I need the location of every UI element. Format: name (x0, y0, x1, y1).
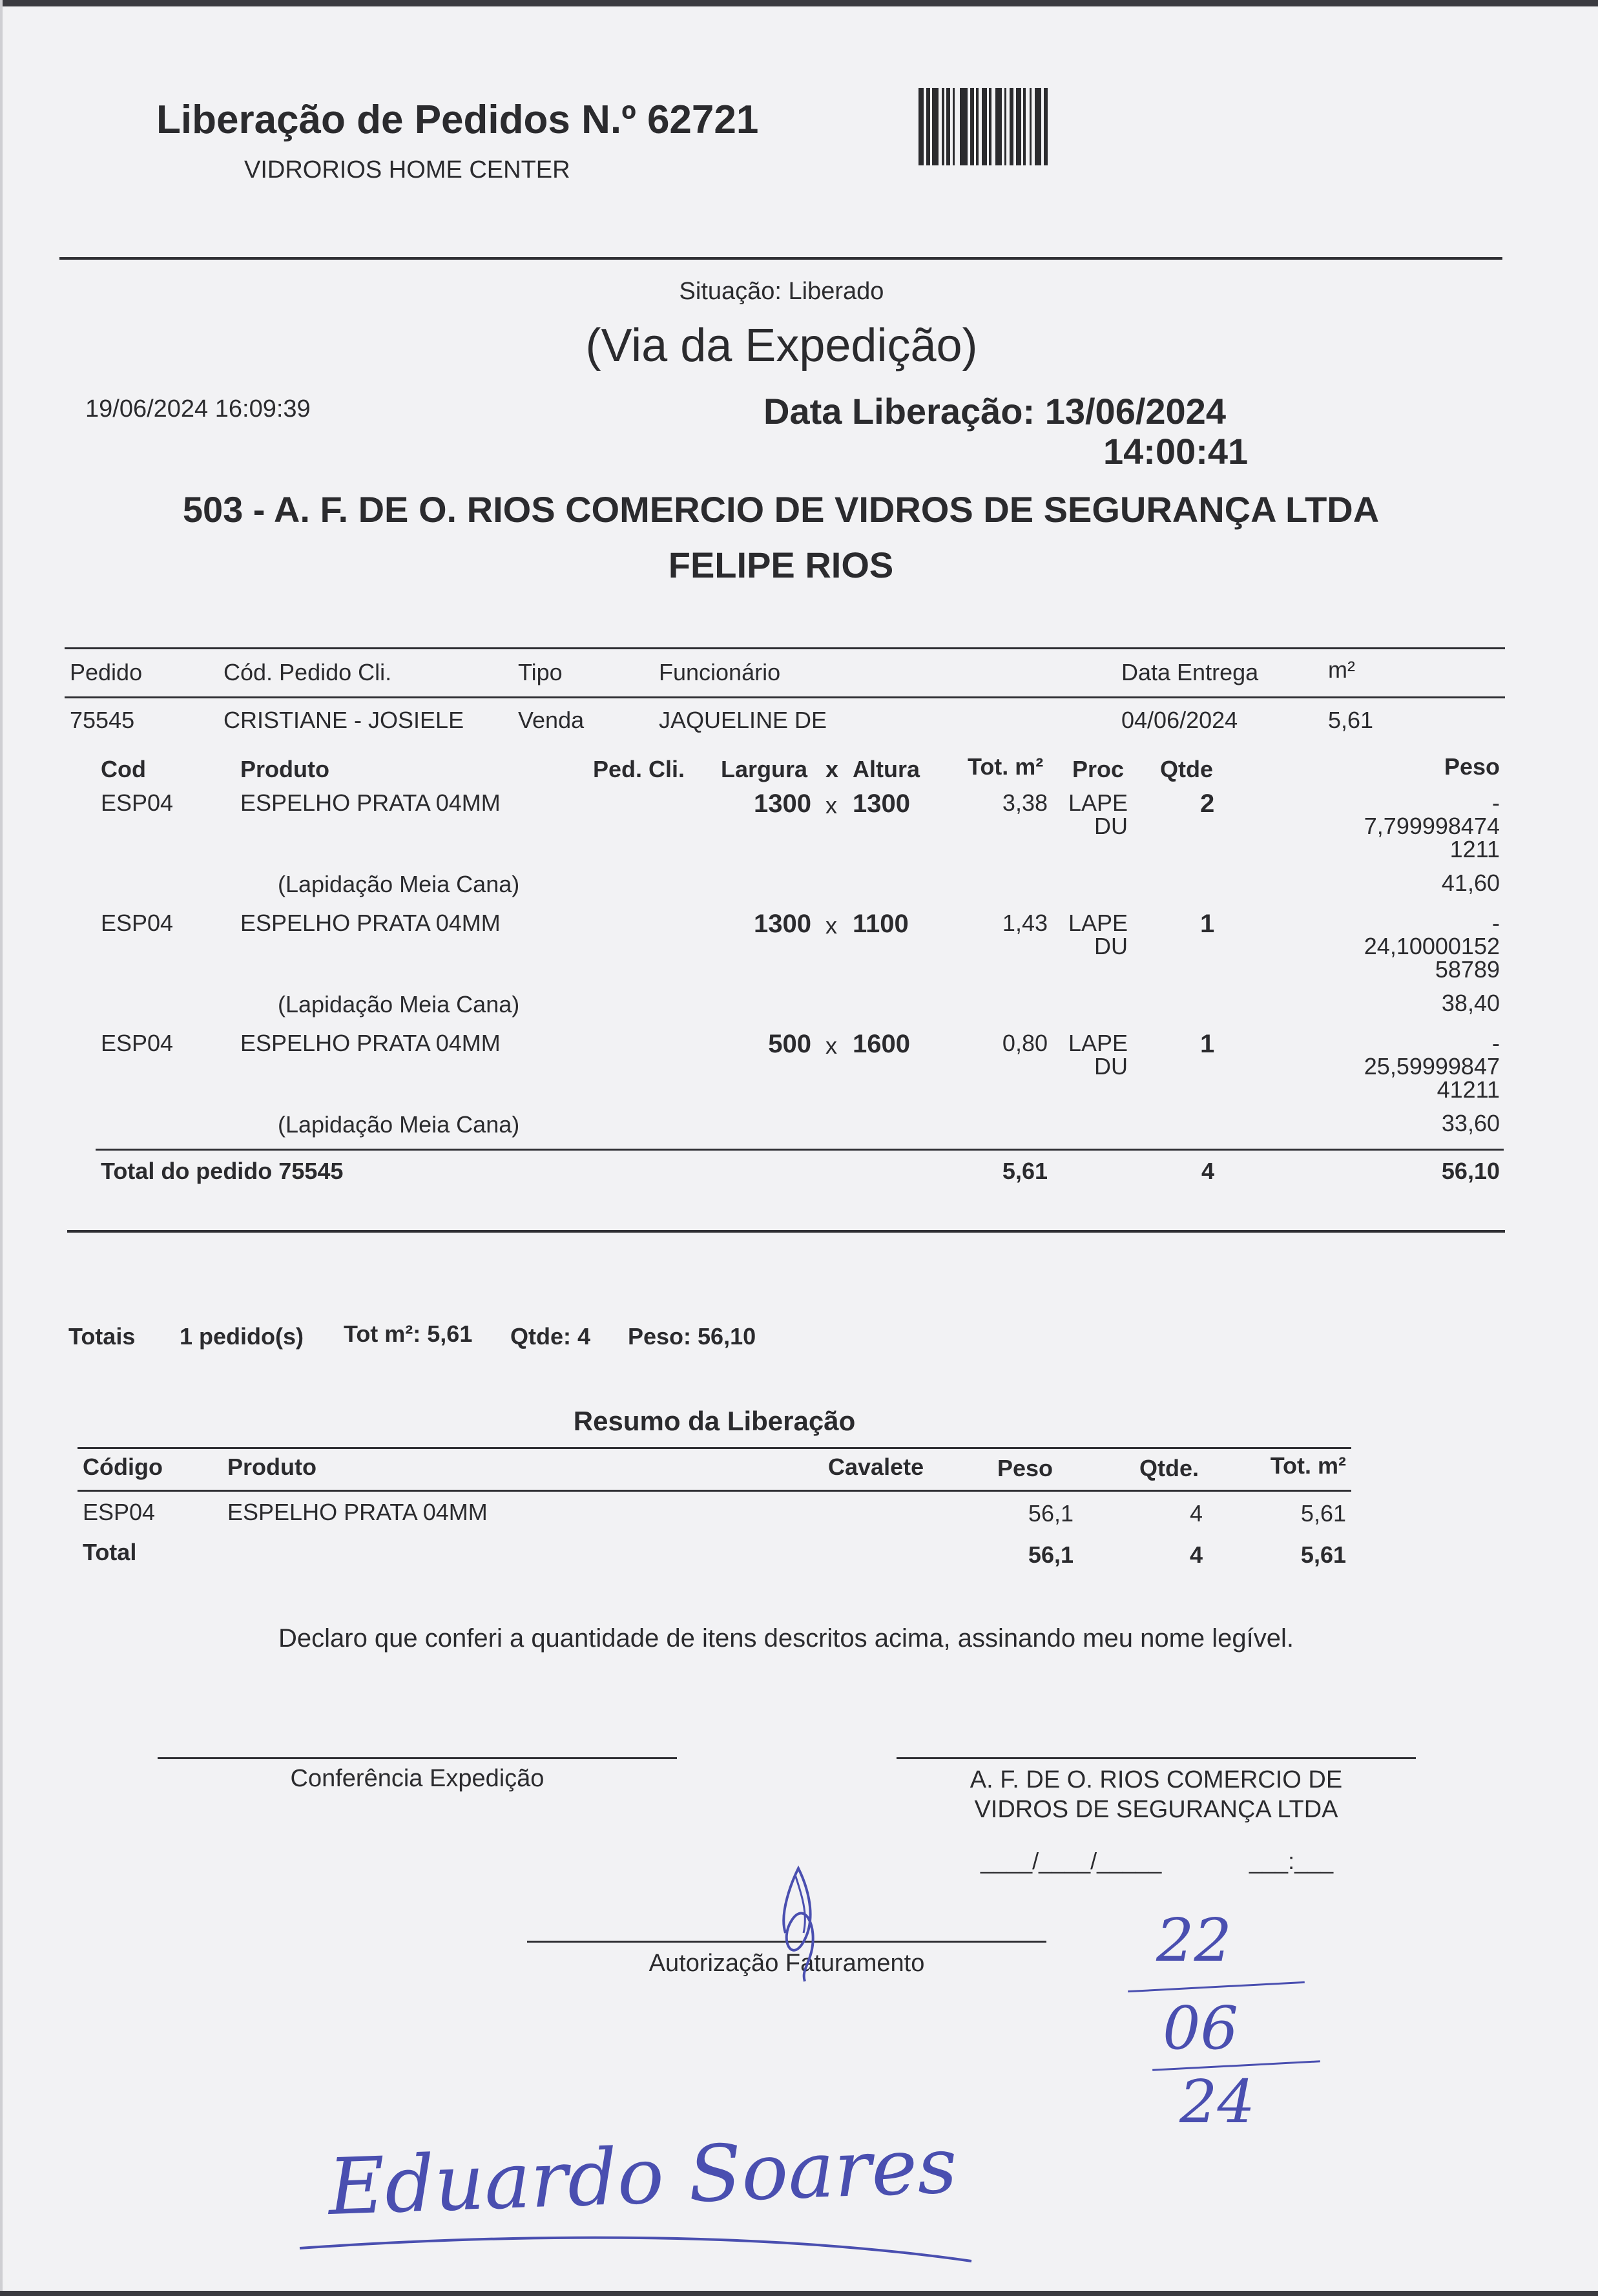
item-peso-line1: - (1492, 789, 1500, 816)
items-total-label: Total do pedido 75545 (101, 1158, 344, 1184)
item-altura: 1100 (853, 910, 909, 938)
item-peso-line2: 24,10000152 (1364, 933, 1500, 959)
signature-underline (293, 2222, 978, 2274)
resumo-row-tot-m2: 5,61 (1300, 1500, 1346, 1527)
item-observacao: (Lapidação Meia Cana) (278, 871, 520, 897)
items-total-m2: 5,61 (1002, 1158, 1048, 1184)
items-col-ped-cli: Ped. Cli. (593, 756, 685, 782)
company-signature-line1: A. F. DE O. RIOS COMERCIO DE (970, 1766, 1343, 1793)
item-qtde: 2 (1200, 789, 1215, 818)
resumo-total-peso: 56,1 (1028, 1541, 1074, 1568)
situacao-label: Situação: Liberado (679, 278, 884, 305)
resumo-col-codigo: Código (83, 1454, 163, 1480)
col-tipo: Tipo (518, 659, 563, 685)
totais-pedidos: 1 pedido(s) (180, 1323, 304, 1350)
item-peso-total: 41,60 (1441, 870, 1500, 896)
order-pedido: 75545 (70, 707, 135, 733)
item-x-separator: x (825, 792, 837, 819)
items-bottom-rule (67, 1230, 1505, 1233)
company-name: VIDRORIOS HOME CENTER (244, 156, 570, 183)
resumo-row-codigo: ESP04 (83, 1499, 156, 1525)
client-name: 503 - A. F. DE O. RIOS COMERCIO DE VIDROS DE SEGURANÇA LTDA (182, 489, 1380, 530)
resumo-col-qtde: Qtde. (1139, 1455, 1199, 1481)
items-col-peso: Peso (1444, 753, 1500, 780)
order-cod-pedido-cli: CRISTIANE - JOSIELE (223, 707, 464, 733)
resumo-col-tot-m2: Tot. m² (1270, 1452, 1346, 1479)
resumo-total-label: Total (83, 1539, 137, 1565)
item-qtde: 1 (1200, 1030, 1215, 1058)
item-cod: ESP04 (101, 910, 174, 936)
item-produto: ESPELHO PRATA 04MM (240, 1030, 501, 1056)
item-cod: ESP04 (101, 789, 174, 816)
autorizacao-label: Autorização Faturamento (649, 1950, 925, 1977)
item-observacao: (Lapidação Meia Cana) (278, 1111, 520, 1138)
item-proc-line2: DU (1094, 1053, 1128, 1080)
items-col-cod: Cod (101, 756, 146, 782)
order-m2: 5,61 (1328, 707, 1374, 733)
client-contact: FELIPE RIOS (668, 545, 894, 585)
item-proc-line2: DU (1094, 813, 1128, 839)
item-altura: 1300 (853, 789, 910, 818)
item-tot-m2: 0,80 (1002, 1030, 1048, 1056)
item-tot-m2: 3,38 (1002, 789, 1048, 816)
item-peso-line3: 41211 (1437, 1076, 1500, 1103)
company-signature-line2: VIDROS DE SEGURANÇA LTDA (974, 1796, 1338, 1823)
item-cod: ESP04 (101, 1030, 174, 1056)
item-proc-line1: LAPE (1068, 789, 1128, 816)
col-funcionario: Funcionário (659, 659, 781, 685)
item-x-separator: x (825, 1032, 837, 1059)
printed-timestamp: 19/06/2024 16:09:39 (85, 395, 311, 423)
handwritten-initials (766, 1855, 831, 1985)
totais-peso: Peso: 56,10 (628, 1323, 756, 1350)
order-data-entrega: 04/06/2024 (1121, 707, 1238, 733)
conferencia-label: Conferência Expedição (290, 1765, 545, 1792)
resumo-total-qtde: 4 (1189, 1541, 1203, 1568)
time-blank: ___:___ (1249, 1848, 1334, 1874)
resumo-top-rule (78, 1447, 1351, 1449)
resumo-total-tot-m2: 5,61 (1300, 1541, 1346, 1568)
resumo-row-qtde: 4 (1189, 1500, 1203, 1527)
scan-top-edge (0, 0, 1598, 6)
scan-bottom-edge (0, 2291, 1598, 2296)
item-proc-line2: DU (1094, 933, 1128, 959)
items-col-altura: Altura (853, 756, 920, 782)
item-produto: ESPELHO PRATA 04MM (240, 910, 501, 936)
resumo-col-peso: Peso (997, 1455, 1053, 1481)
order-header-bottom-rule (65, 696, 1505, 698)
item-peso-line3: 1211 (1449, 836, 1500, 862)
item-qtde: 1 (1200, 910, 1215, 938)
item-proc-line1: LAPE (1068, 1030, 1128, 1056)
item-peso-line2: 25,59999847 (1364, 1053, 1500, 1080)
totais-label: Totais (68, 1323, 136, 1350)
handwritten-divider-1 (1128, 1981, 1305, 1992)
items-col-tot-m2: Tot. m² (968, 753, 1044, 780)
header-rule (59, 257, 1502, 260)
order-tipo: Venda (518, 707, 585, 733)
col-data-entrega: Data Entrega (1121, 659, 1259, 685)
barcode (917, 88, 1170, 167)
scan-left-edge (0, 0, 3, 2296)
handwritten-signature: Eduardo Soares (326, 2121, 959, 2233)
items-total-qtde: 4 (1201, 1158, 1215, 1184)
item-x-separator: x (825, 912, 837, 939)
via-label: (Via da Expedição) (585, 320, 978, 371)
item-tot-m2: 1,43 (1002, 910, 1048, 936)
items-col-proc: Proc (1072, 756, 1125, 782)
order-header-top-rule (65, 647, 1505, 649)
item-observacao: (Lapidação Meia Cana) (278, 991, 520, 1018)
hora-liberacao: 14:00:41 (1103, 431, 1249, 472)
item-peso-line1: - (1492, 910, 1500, 936)
item-proc-line1: LAPE (1068, 910, 1128, 936)
resumo-row-peso: 56,1 (1028, 1500, 1074, 1527)
items-col-largura: Largura (721, 756, 808, 782)
items-col-qtde: Qtde (1160, 756, 1214, 782)
items-col-produto: Produto (240, 756, 329, 782)
resumo-row-produto: ESPELHO PRATA 04MM (227, 1499, 488, 1525)
totais-m2: Tot m²: 5,61 (344, 1320, 473, 1347)
resumo-col-produto: Produto (227, 1454, 316, 1480)
date-blank: ____/____/_____ (981, 1848, 1162, 1874)
declaration-text: Declaro que conferi a quantidade de itens descritos acima, assinando meu nome legível. (278, 1624, 1294, 1653)
item-peso-line3: 58789 (1435, 956, 1500, 983)
item-peso-total: 33,60 (1441, 1110, 1500, 1136)
handwritten-year: 24 (1179, 2067, 1256, 2136)
items-col-x: x (825, 756, 839, 782)
totais-qtde: Qtde: 4 (510, 1323, 591, 1350)
item-largura: 500 (768, 1030, 811, 1058)
col-pedido: Pedido (70, 659, 143, 685)
resumo-header-rule (78, 1490, 1351, 1492)
company-signature-line (897, 1757, 1416, 1759)
item-peso-line1: - (1492, 1030, 1500, 1056)
items-total-rule (96, 1149, 1504, 1151)
items-total-peso: 56,10 (1441, 1158, 1500, 1184)
item-largura: 1300 (754, 789, 811, 818)
col-cod-pedido-cli: Cód. Pedido Cli. (223, 659, 392, 685)
handwritten-day: 22 (1156, 1906, 1232, 1975)
order-funcionario: JAQUELINE DE (659, 707, 827, 733)
resumo-col-cavalete: Cavalete (828, 1454, 924, 1480)
conferencia-signature-line (158, 1757, 677, 1759)
resumo-title: Resumo da Liberação (573, 1406, 856, 1436)
item-peso-line2: 7,799998474 (1364, 813, 1500, 839)
handwritten-month: 06 (1163, 1994, 1239, 2063)
item-altura: 1600 (853, 1030, 910, 1058)
data-liberacao: Data Liberação: 13/06/2024 (763, 391, 1226, 432)
item-produto: ESPELHO PRATA 04MM (240, 789, 501, 816)
document-title: Liberação de Pedidos N.º 62721 (156, 98, 759, 142)
item-largura: 1300 (754, 910, 811, 938)
item-peso-total: 38,40 (1441, 990, 1500, 1016)
col-m2: m² (1328, 656, 1355, 683)
